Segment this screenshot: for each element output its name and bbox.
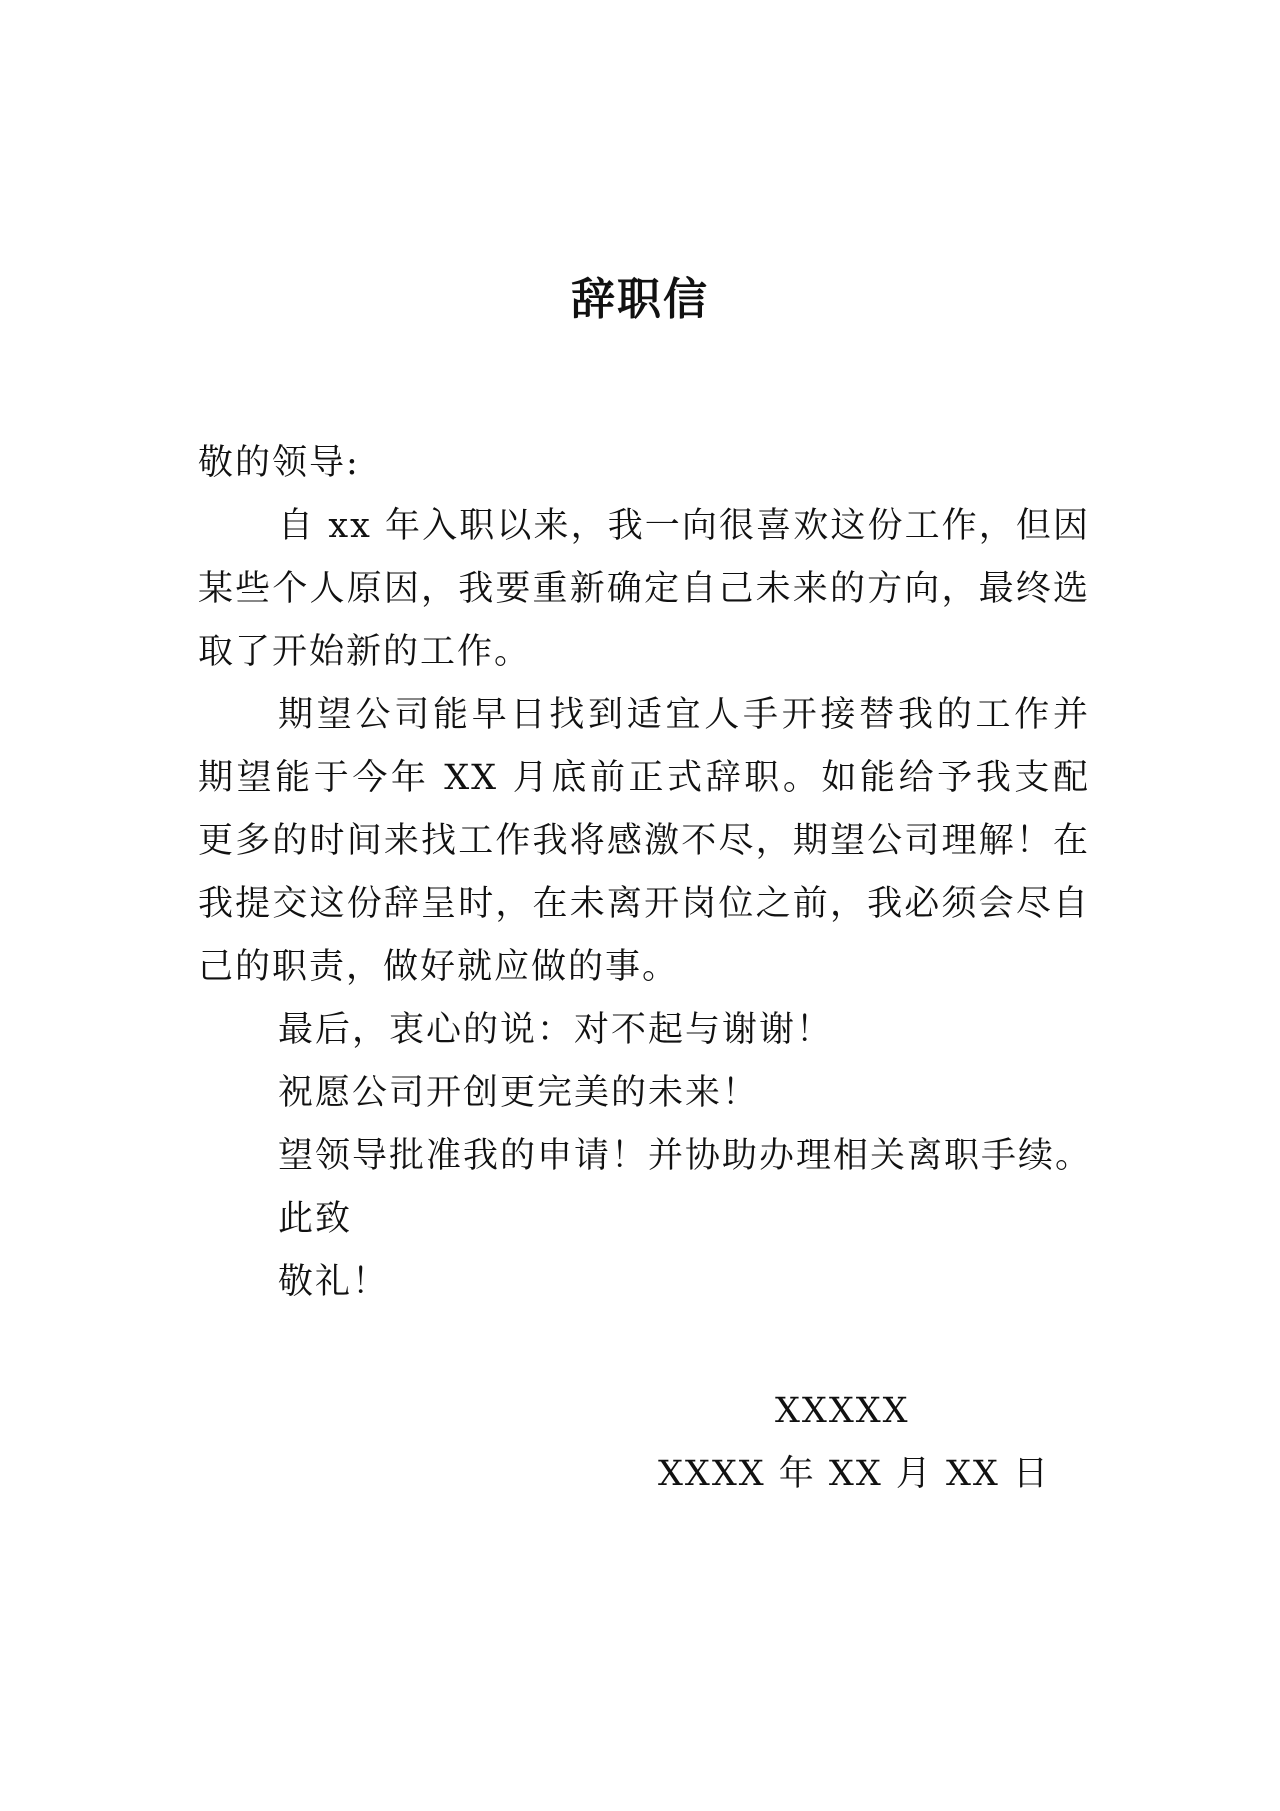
signature-date: XXXX 年 XX 月 XX 日	[658, 1454, 1050, 1494]
paragraph-1: 自 xx 年入职以来，我一向很喜欢这份工作，但因某些个人原因，我要重新确定自己未来的方向，最终选取了开始新的工作。	[198, 506, 1090, 672]
closing-line-cizhi: 此致	[278, 1199, 353, 1239]
document-title: 辞职信	[571, 274, 709, 325]
closing-line-thanks: 最后，衷心的说：对不起与谢谢！	[278, 1010, 834, 1050]
closing-line-wishes: 祝愿公司开创更完美的未来！	[278, 1073, 760, 1113]
salutation: 敬的领导:	[198, 443, 360, 483]
paragraph-2: 期望公司能早日找到适宜人手开接替我的工作并期望能于今年 XX 月底前正式辞职。如能给予我支配更多的时间来找工作我将感激不尽，期望公司理解！在我提交这份辞呈时，在未离开岗位之前，我必须会尽自己的职责，做好就应做的事。	[198, 695, 1090, 987]
signature-name: XXXXX	[775, 1391, 910, 1431]
closing-line-request: 望领导批准我的申请！并协助办理相关离职手续。	[278, 1136, 1093, 1176]
closing-line-jingli: 敬礼！	[278, 1262, 390, 1302]
letter-body	[198, 432, 1093, 1314]
